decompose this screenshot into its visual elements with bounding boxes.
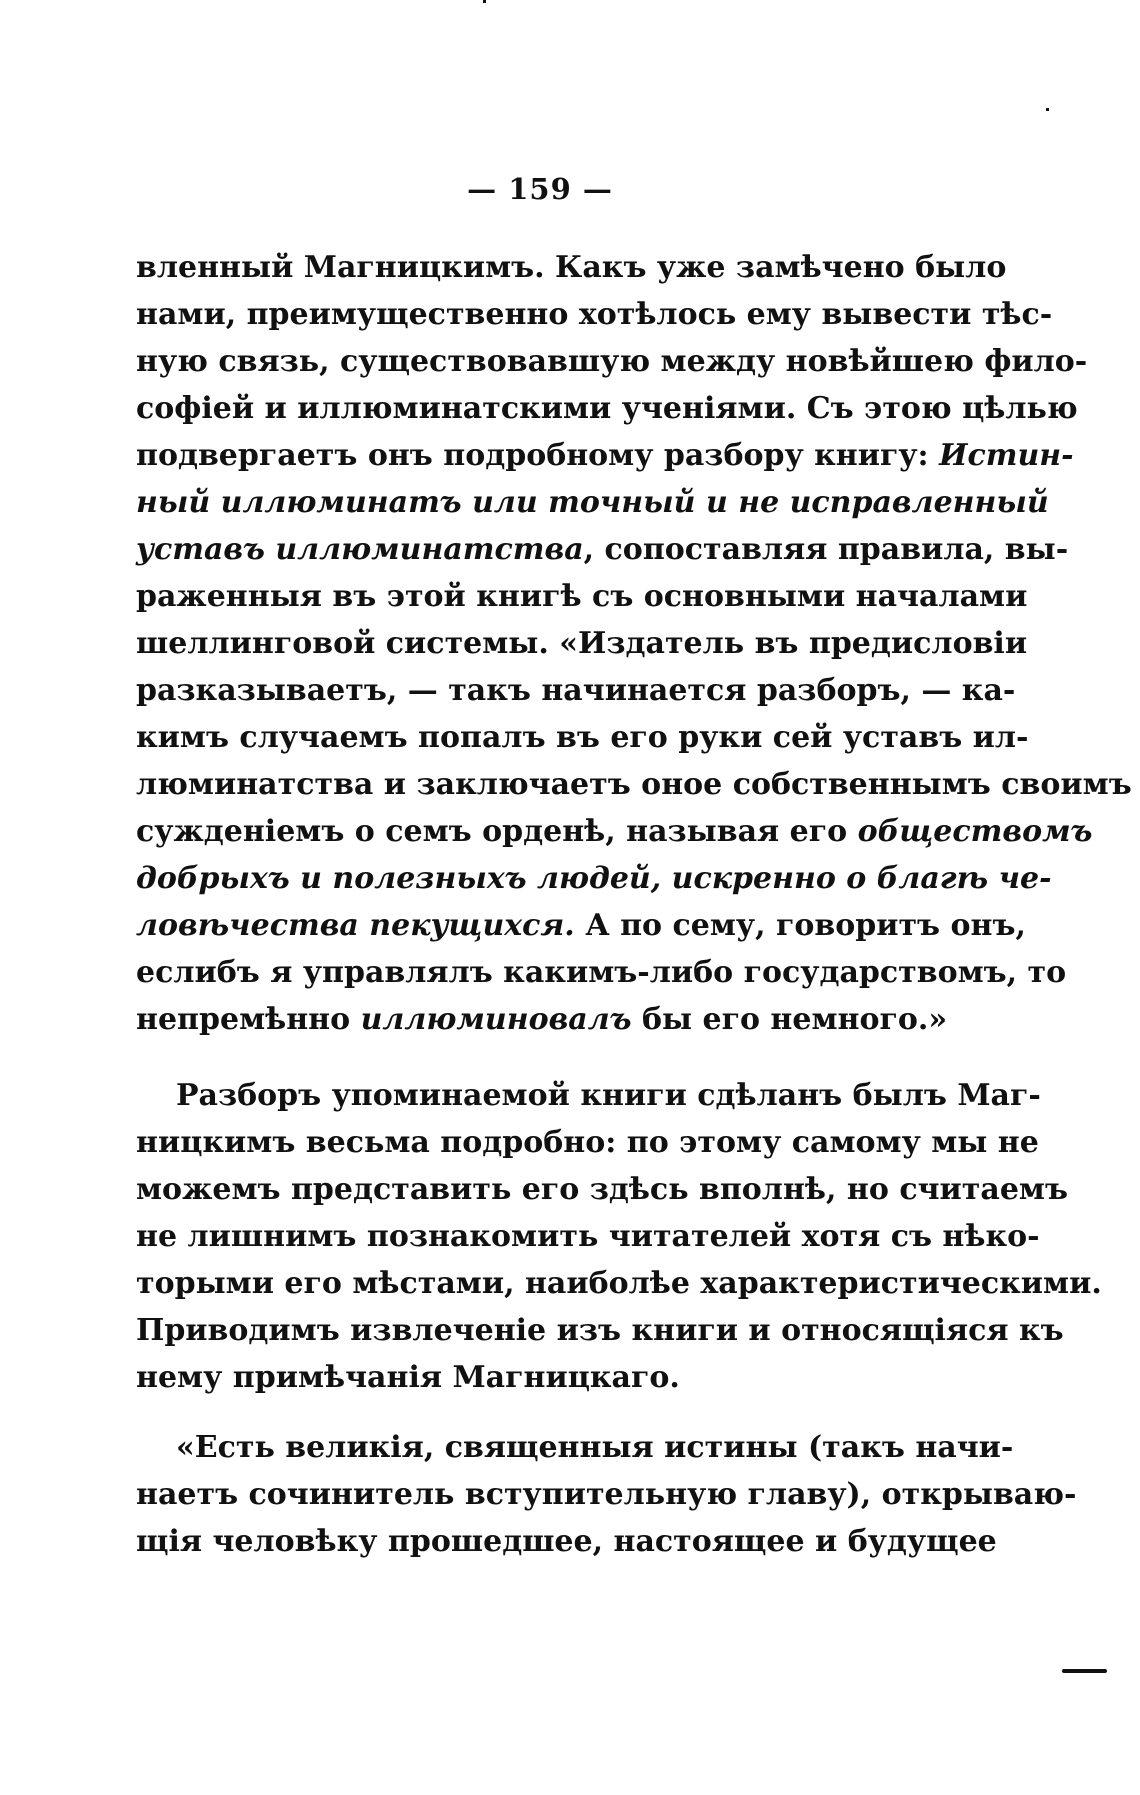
italic-run: Истин- <box>939 438 1074 473</box>
text-line: разказываетъ, — такъ начинается разборъ, — ка- <box>136 673 1016 708</box>
paragraph-2 <box>136 1072 1102 1401</box>
text-line: шеллинговой системы. «Издатель въ предисловіи <box>136 626 1028 661</box>
text-line: кимъ случаемъ попалъ въ его руки сей уставъ ил- <box>136 720 1029 755</box>
text-line <box>136 996 948 1043</box>
italic-run: уставъ иллюминатства <box>136 532 584 567</box>
text-line: раженныя въ этой книгѣ съ основными началами <box>136 579 1028 614</box>
italic-run: иллюминовалъ <box>360 1002 632 1037</box>
scan-speck <box>1046 108 1049 111</box>
text-line <box>136 855 1052 902</box>
italic-run: ный иллюминатъ или точный и не исправленный <box>136 485 1049 520</box>
text-line: нему примѣчанія Магницкаго. <box>136 1360 680 1395</box>
text-line: можемъ представить его здѣсь вполнѣ, но считаемъ <box>136 1172 1068 1207</box>
text-run: непремѣнно <box>136 1002 351 1037</box>
text-line: вленный Магницкимъ. Какъ уже замѣчено было <box>136 250 1007 285</box>
text-line: «Есть великія, священныя истины (такъ начи- <box>176 1430 1014 1465</box>
text-line <box>136 808 1093 855</box>
scan-speck <box>483 0 486 3</box>
text-line: ную связь, существовавшую между новѣйшею фило- <box>136 344 1088 379</box>
text-line: нами, преимущественно хотѣлось ему вывести тѣс- <box>136 297 1053 332</box>
text-run: бы его немного.» <box>641 1002 948 1037</box>
paragraph-1 <box>136 244 1132 1043</box>
text-line <box>136 432 1074 479</box>
text-run: , сопоставляя правила, вы- <box>583 532 1069 567</box>
paragraph-3 <box>136 1424 1077 1565</box>
text-line: наетъ сочинитель вступительную главу), открываю- <box>136 1477 1077 1512</box>
scan-mark <box>1062 1669 1107 1673</box>
text-run: сужденіемъ о семъ орденѣ, называя его <box>136 814 848 849</box>
text-line <box>136 479 1049 526</box>
text-line: торыми его мѣстами, наиболѣе характеристическими. <box>136 1266 1102 1301</box>
page-number: — 159 — <box>467 172 613 206</box>
text-line: не лишнимъ познакомить читателей хотя съ нѣко- <box>136 1219 1040 1254</box>
text-line: ницкимъ весьма подробно: по этому самому мы не <box>136 1125 1039 1160</box>
text-line: люминатства и заключаетъ оное собственнымъ своимъ <box>136 767 1132 802</box>
text-line: софіей и иллюминатскими ученіями. Съ этою цѣлью <box>136 391 1078 426</box>
text-line: еслибъ я управлялъ какимъ-либо государствомъ, то <box>136 955 1067 990</box>
text-line <box>136 526 1069 573</box>
text-line: Приводимъ извлеченіе изъ книги и относящіяся къ <box>136 1313 1064 1348</box>
text-run: подвергаетъ онъ подробному разбору книгу: <box>136 438 929 473</box>
text-run: А по сему, говоритъ онъ, <box>574 908 1026 943</box>
text-line: Разборъ упоминаемой книги сдѣланъ былъ Маг- <box>176 1078 1041 1113</box>
italic-run: обществомъ <box>857 814 1093 849</box>
italic-run: добрыхъ и полезныхъ людей, искренно о благѣ че- <box>136 861 1052 896</box>
italic-run: ловѣчества пекущихся. <box>136 908 575 943</box>
text-line: щія человѣку прошедшее, настоящее и будущее <box>136 1524 997 1559</box>
text-line <box>136 902 1026 949</box>
